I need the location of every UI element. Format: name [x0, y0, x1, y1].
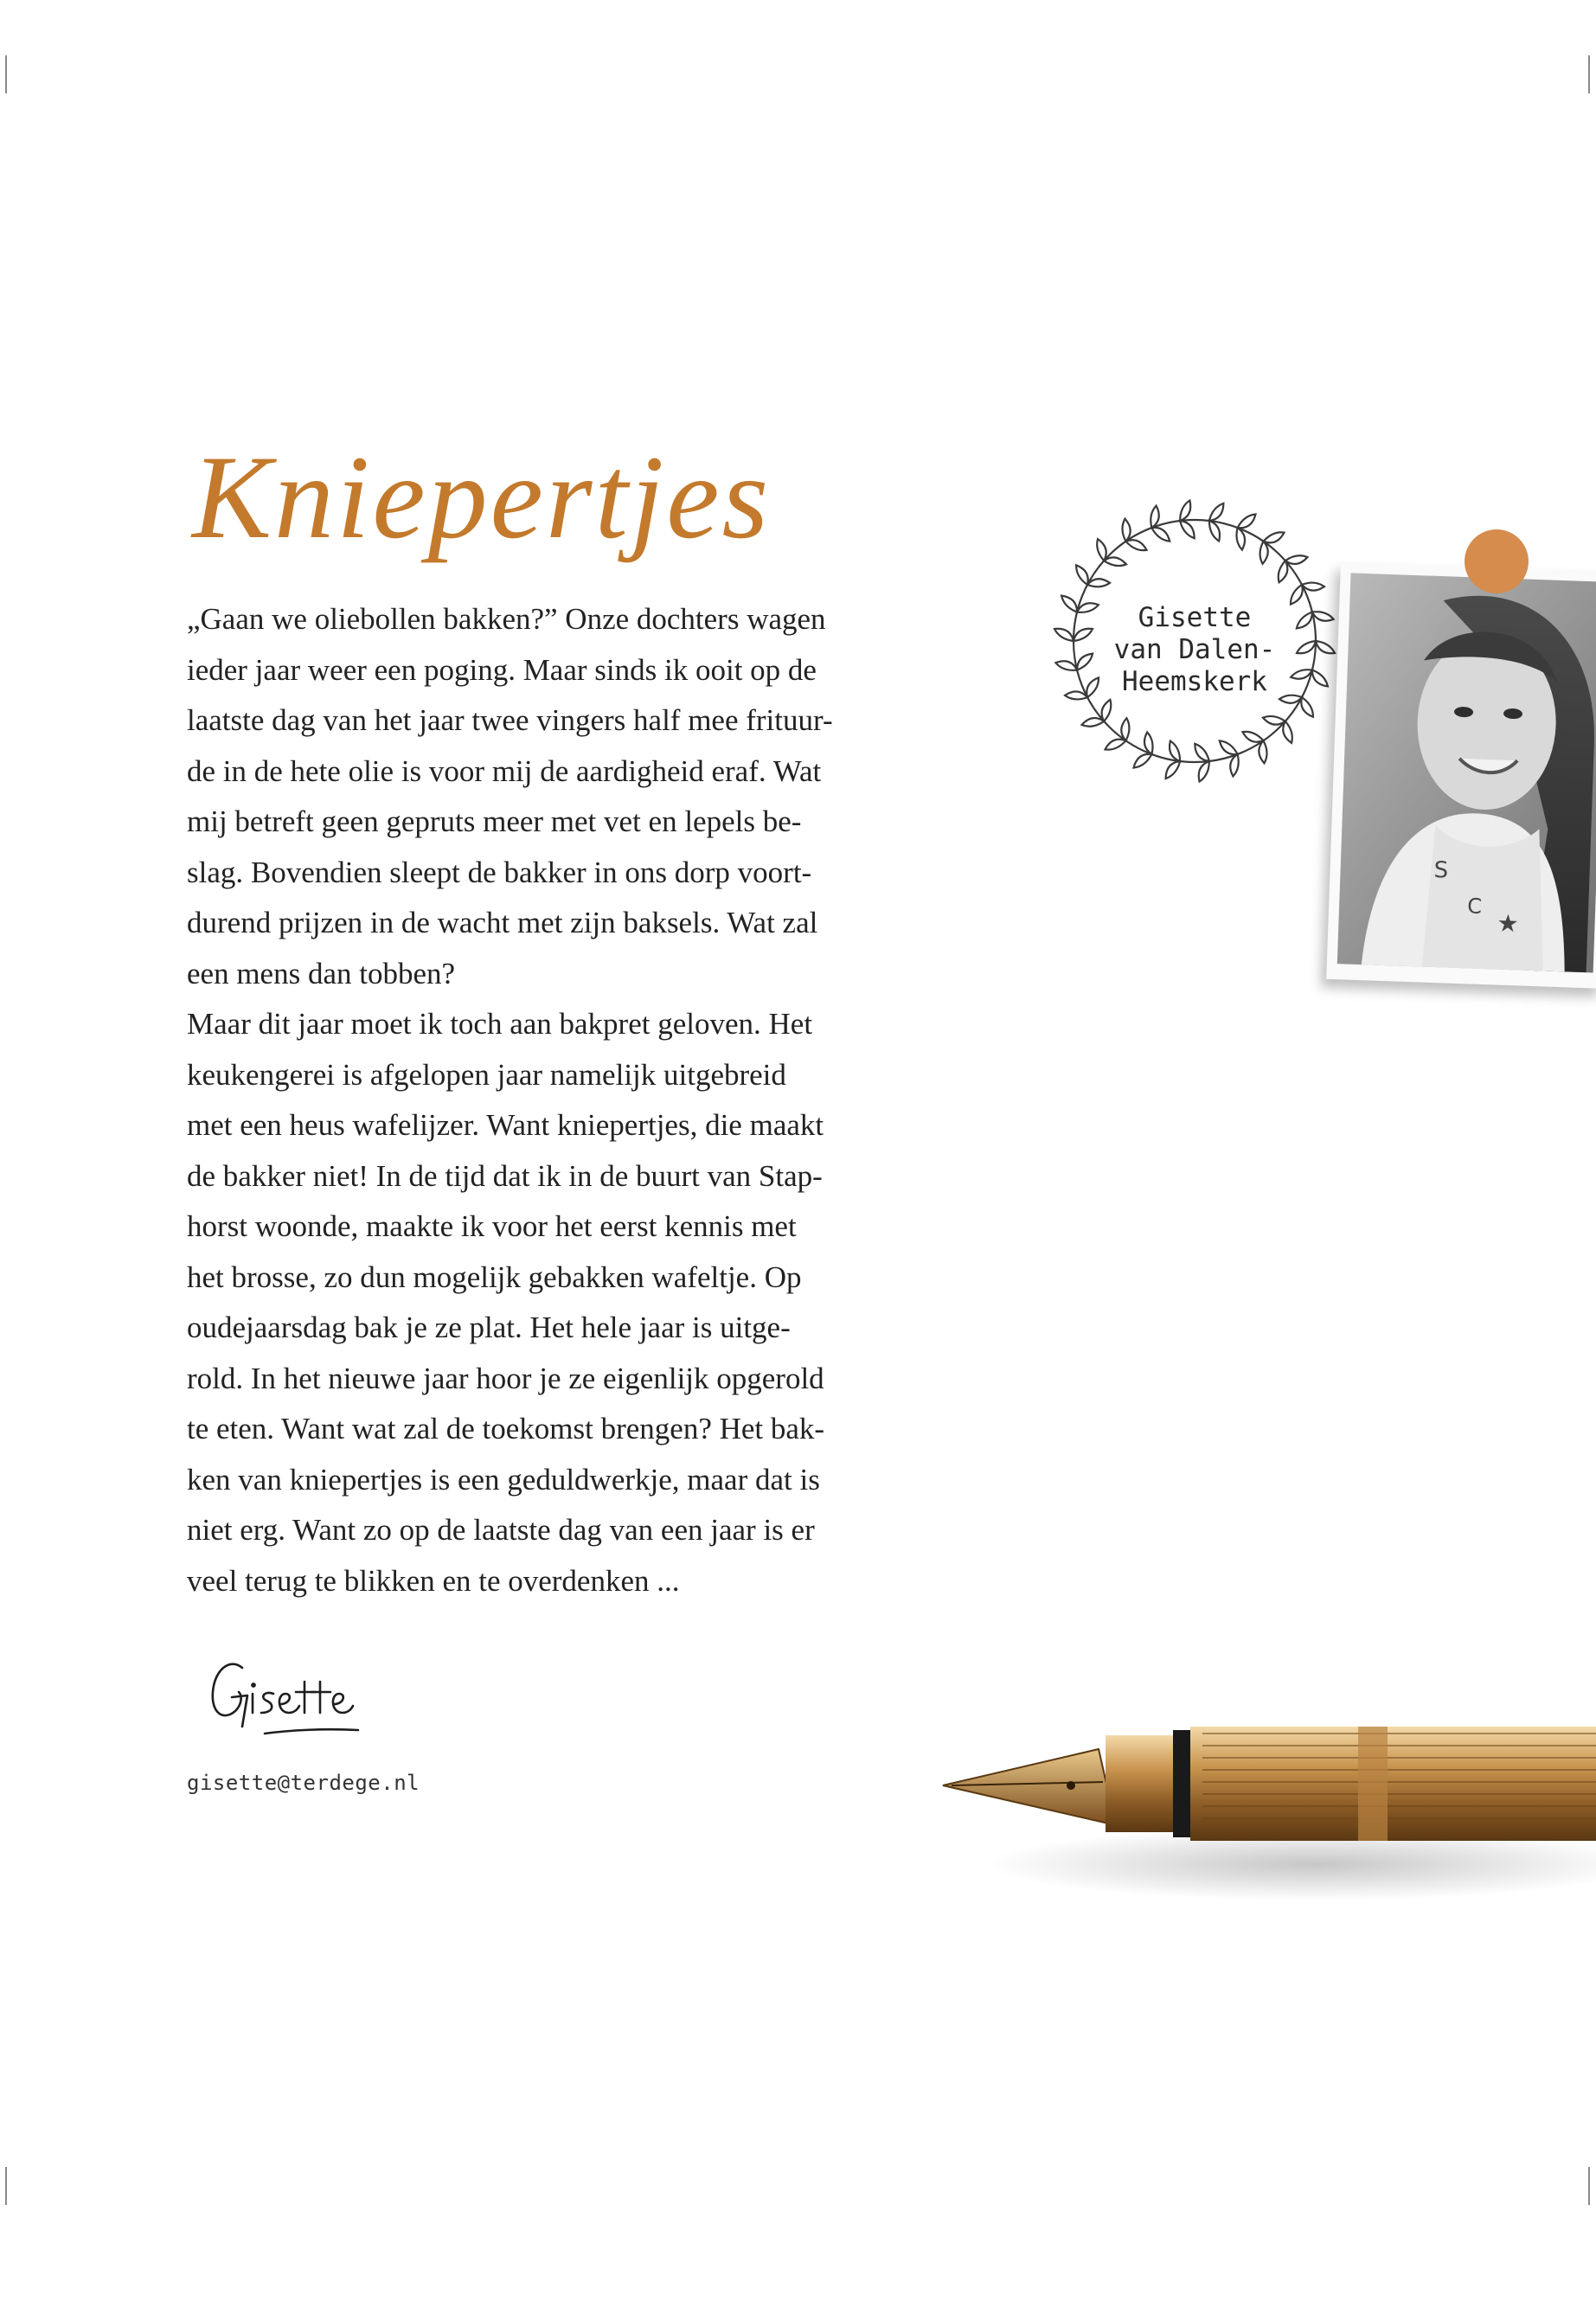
- svg-text:C: C: [1466, 894, 1483, 919]
- body-line: een mens dan tobben?: [187, 956, 456, 990]
- svg-text:★: ★: [1496, 908, 1520, 939]
- body-line: slag. Bovendien sleept de bakker in ons dorp voort-: [187, 855, 812, 889]
- body-line: horst woonde, maakte ik voor het eerst kennis met: [187, 1209, 797, 1243]
- wreath-leaf: [1180, 521, 1195, 538]
- body-line: rold. In het nieuwe jaar hoor je ze eigenlijk opgerold: [187, 1361, 824, 1395]
- wreath-leaf: [1195, 744, 1209, 761]
- wreath-leaf: [1102, 700, 1112, 721]
- body-line: laatste dag van het jaar twee vingers half mee frituur-: [187, 703, 833, 737]
- wreath-leaf: [1122, 519, 1130, 542]
- wreath-leaf: [1121, 718, 1129, 740]
- wreath-leaf: [1285, 555, 1308, 564]
- body-line: Maar dit jaar moet ik toch aan bakpret geloven. Het: [187, 1007, 813, 1041]
- author-name-line: Heemskerk: [1122, 666, 1267, 697]
- wreath-leaf: [1151, 506, 1158, 529]
- wreath-leaf: [1302, 583, 1324, 591]
- body-line: de in de hete olie is voor mij de aardigheid eraf. Wat: [187, 753, 822, 788]
- wreath-leaf: [1166, 761, 1181, 779]
- wreath-leaf: [1220, 740, 1238, 754]
- wreath-leaf: [1279, 561, 1288, 582]
- crop-mark-top-right: [1588, 55, 1590, 93]
- wreath-leaf: [1151, 528, 1170, 542]
- body-line: keukengerei is afgelopen jaar namelijk uitgebreid: [187, 1057, 786, 1092]
- wreath-leaf: [1104, 557, 1126, 566]
- wreath-leaf: [1260, 542, 1268, 564]
- wreath-leaf: [1263, 716, 1285, 725]
- wreath-leaf: [1106, 740, 1126, 750]
- signature: [204, 1644, 377, 1747]
- body-line: oudejaarsdag bak je ze plat. Het hele jaar is uitge-: [187, 1311, 791, 1344]
- author-name-line: van Dalen-: [1113, 634, 1276, 665]
- wreath-leaf: [1238, 515, 1256, 529]
- body-line: ken van kniepertjes is een geduldwerkje, maar dat is: [187, 1462, 820, 1497]
- svg-text:S: S: [1433, 856, 1449, 884]
- wreath-leaf: [1230, 754, 1238, 777]
- crop-mark-bottom-left: [5, 2167, 7, 2205]
- author-photo: [1326, 562, 1596, 989]
- body-line: „Gaan we oliebollen bakken?” Onze dochters wagen: [187, 602, 826, 636]
- wreath-leaf: [1076, 565, 1088, 585]
- body-line: veel terug te blikken en te overdenken ...: [187, 1563, 680, 1598]
- body-line: ieder jaar weer een poging. Maar sinds ik ooit op de: [187, 652, 817, 687]
- article-body: [187, 594, 948, 1606]
- wreath-leaf: [1126, 540, 1147, 550]
- wreath-leaf: [1209, 521, 1220, 542]
- author-email: gisette@terdege.nl: [187, 1771, 420, 1795]
- body-line: niet erg. Want zo op de laatste dag van een jaar is er: [187, 1513, 815, 1547]
- author-name-line: Gisette: [1138, 602, 1252, 633]
- author-name-badge: [1069, 602, 1320, 698]
- body-line: het brosse, zo dun mogelijk gebakken wafeltje. Op: [187, 1259, 802, 1294]
- body-line: durend prijzen in de wacht met zijn baksels. Wat zal: [187, 906, 818, 939]
- article-title: Kniepertjes: [192, 431, 772, 563]
- wreath-leaf: [1134, 754, 1152, 768]
- wreath-leaf: [1199, 761, 1209, 782]
- pushpin-icon: [1465, 529, 1529, 593]
- crop-mark-bottom-right: [1588, 2167, 1590, 2205]
- wreath-leaf: [1082, 718, 1105, 727]
- body-line: met een heus wafelijzer. Want kniepertjes, die maakt: [187, 1108, 824, 1142]
- wreath-leaf: [1180, 501, 1190, 522]
- fountain-pen-icon: [908, 1695, 1596, 1955]
- body-line: te eten. Want wat zal de toekomst brengen? Het bak-: [187, 1412, 825, 1445]
- wreath-leaf: [1264, 532, 1285, 542]
- body-line: mij betreft geen gepruts meer met vet en lepels be-: [187, 804, 802, 838]
- wreath-leaf: [1243, 732, 1264, 742]
- wreath-leaf: [1301, 697, 1313, 717]
- crop-mark-top-left: [5, 55, 7, 93]
- body-line: de bakker niet! In de tijd dat ik in de buurt van Stap-: [187, 1158, 823, 1193]
- wreath-leaf: [1209, 503, 1224, 521]
- wreath-leaf: [1259, 740, 1266, 763]
- wreath-leaf: [1170, 741, 1180, 762]
- wreath-leaf: [1283, 721, 1292, 743]
- wreath-leaf: [1097, 539, 1106, 561]
